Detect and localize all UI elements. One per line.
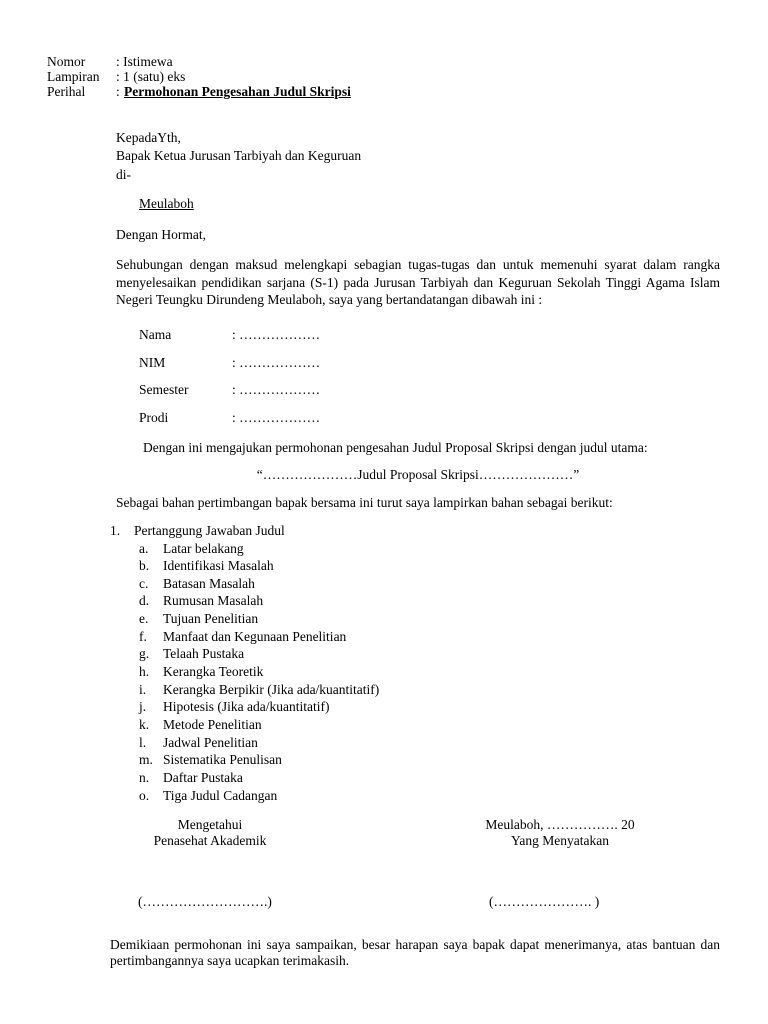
- list-item-letter: h.: [139, 664, 150, 679]
- nomor-label: Nomor: [47, 54, 86, 69]
- list-item-text: Latar belakang: [163, 541, 244, 556]
- list-item-text: Tiga Judul Cadangan: [163, 788, 278, 803]
- right-signature-place-date: Meulaboh, ……………. 20: [485, 817, 635, 832]
- list-item-text: Manfaat dan Kegunaan Penelitian: [163, 629, 347, 644]
- list-item-text: Telaah Pustaka: [163, 646, 245, 661]
- list-item-letter: c.: [139, 576, 149, 591]
- nama-label: Nama: [139, 327, 172, 342]
- right-signature-blank: (…………………. ): [489, 894, 600, 909]
- list-item-letter: k.: [139, 717, 150, 732]
- list-item-text: Jadwal Penelitian: [163, 735, 258, 750]
- list-item-letter: b.: [139, 558, 150, 573]
- list-item-text: Daftar Pustaka: [163, 770, 243, 785]
- list-item-letter: o.: [139, 788, 150, 803]
- list-item-letter: e.: [139, 611, 149, 626]
- nama-value: : ………………: [232, 327, 321, 342]
- list-item-text: Kerangka Berpikir (Jika ada/kuantitatif): [163, 682, 380, 697]
- list-item-letter: a.: [139, 541, 149, 556]
- list-item-letter: m.: [139, 752, 153, 767]
- nim-label: NIM: [139, 355, 166, 370]
- left-signature-title: Mengetahui: [177, 817, 243, 832]
- list-item-letter: l.: [139, 735, 147, 750]
- nim-value: : ………………: [232, 355, 321, 370]
- attachments-intro: Sebagai bahan pertimbangan bapak bersama ini turut saya lampirkan bahan sebagai berikut:: [116, 495, 613, 510]
- attachments-heading: Pertanggung Jawaban Judul: [134, 523, 285, 538]
- closing-paragraph: Demikiaan permohonan ini saya sampaikan, besar harapan saya bapak dapat menerimanya, atas bantuan dan pertimbangannya saya ucapkan terimakasih.: [110, 937, 720, 968]
- lampiran-value: : 1 (satu) eks: [116, 69, 186, 84]
- recipient-greeting: KepadaYth,: [116, 130, 181, 145]
- semester-value: : ………………: [232, 382, 321, 397]
- prodi-label: Prodi: [139, 410, 169, 425]
- list-item-letter: d.: [139, 593, 150, 608]
- semester-label: Semester: [139, 382, 189, 397]
- list-item-letter: f.: [139, 629, 147, 644]
- attachments-number: 1.: [110, 523, 121, 538]
- perihal-label: Perihal: [47, 84, 86, 99]
- intro-paragraph: Sehubungan dengan maksud melengkapi sebagian tugas-tugas dan untuk memenuhi syarat dalam rangka menyelesaikan pendidikan sarjana (S-1) pada Jurusan Tarbiyah dan Keguruan Sekolah Tinggi Agama Islam Negeri Teungku Dirundeng Meulaboh, saya yang bertandatangan dibawah ini :: [116, 257, 720, 307]
- prodi-value: : ………………: [232, 410, 321, 425]
- list-item-text: Batasan Masalah: [163, 576, 255, 591]
- perihal-colon: :: [116, 84, 120, 99]
- nomor-value: : Istimewa: [116, 54, 173, 69]
- list-item-text: Metode Penelitian: [163, 717, 262, 732]
- left-signature-blank: (……………………….): [138, 894, 272, 909]
- list-item-letter: i.: [139, 682, 147, 697]
- perihal-value: Permohonan Pengesahan Judul Skripsi: [124, 84, 351, 99]
- request-line: Dengan ini mengajukan permohonan pengesahan Judul Proposal Skripsi dengan judul utama:: [143, 440, 648, 455]
- list-item-text: Kerangka Teoretik: [163, 664, 264, 679]
- list-item-text: Sistematika Penulisan: [163, 752, 282, 767]
- list-item-text: Rumusan Masalah: [163, 593, 264, 608]
- list-item-letter: g.: [139, 646, 150, 661]
- list-item-text: Hipotesis (Jika ada/kuantitatif): [163, 699, 330, 714]
- recipient-addressee: Bapak Ketua Jurusan Tarbiyah dan Keguruan: [116, 148, 362, 163]
- salutation: Dengan Hormat,: [116, 227, 206, 242]
- left-signature-role: Penasehat Akademik: [153, 833, 267, 848]
- recipient-city: Meulaboh: [139, 196, 194, 211]
- list-item-letter: n.: [139, 770, 150, 785]
- list-item-text: Tujuan Penelitian: [163, 611, 259, 626]
- list-item-letter: j.: [139, 699, 147, 714]
- recipient-di: di-: [116, 167, 131, 182]
- list-item-text: Identifikasi Masalah: [163, 558, 274, 573]
- lampiran-label: Lampiran: [47, 69, 100, 84]
- right-signature-role: Yang Menyatakan: [511, 833, 609, 848]
- title-line: “…………………Judul Proposal Skripsi…………………”: [256, 467, 580, 482]
